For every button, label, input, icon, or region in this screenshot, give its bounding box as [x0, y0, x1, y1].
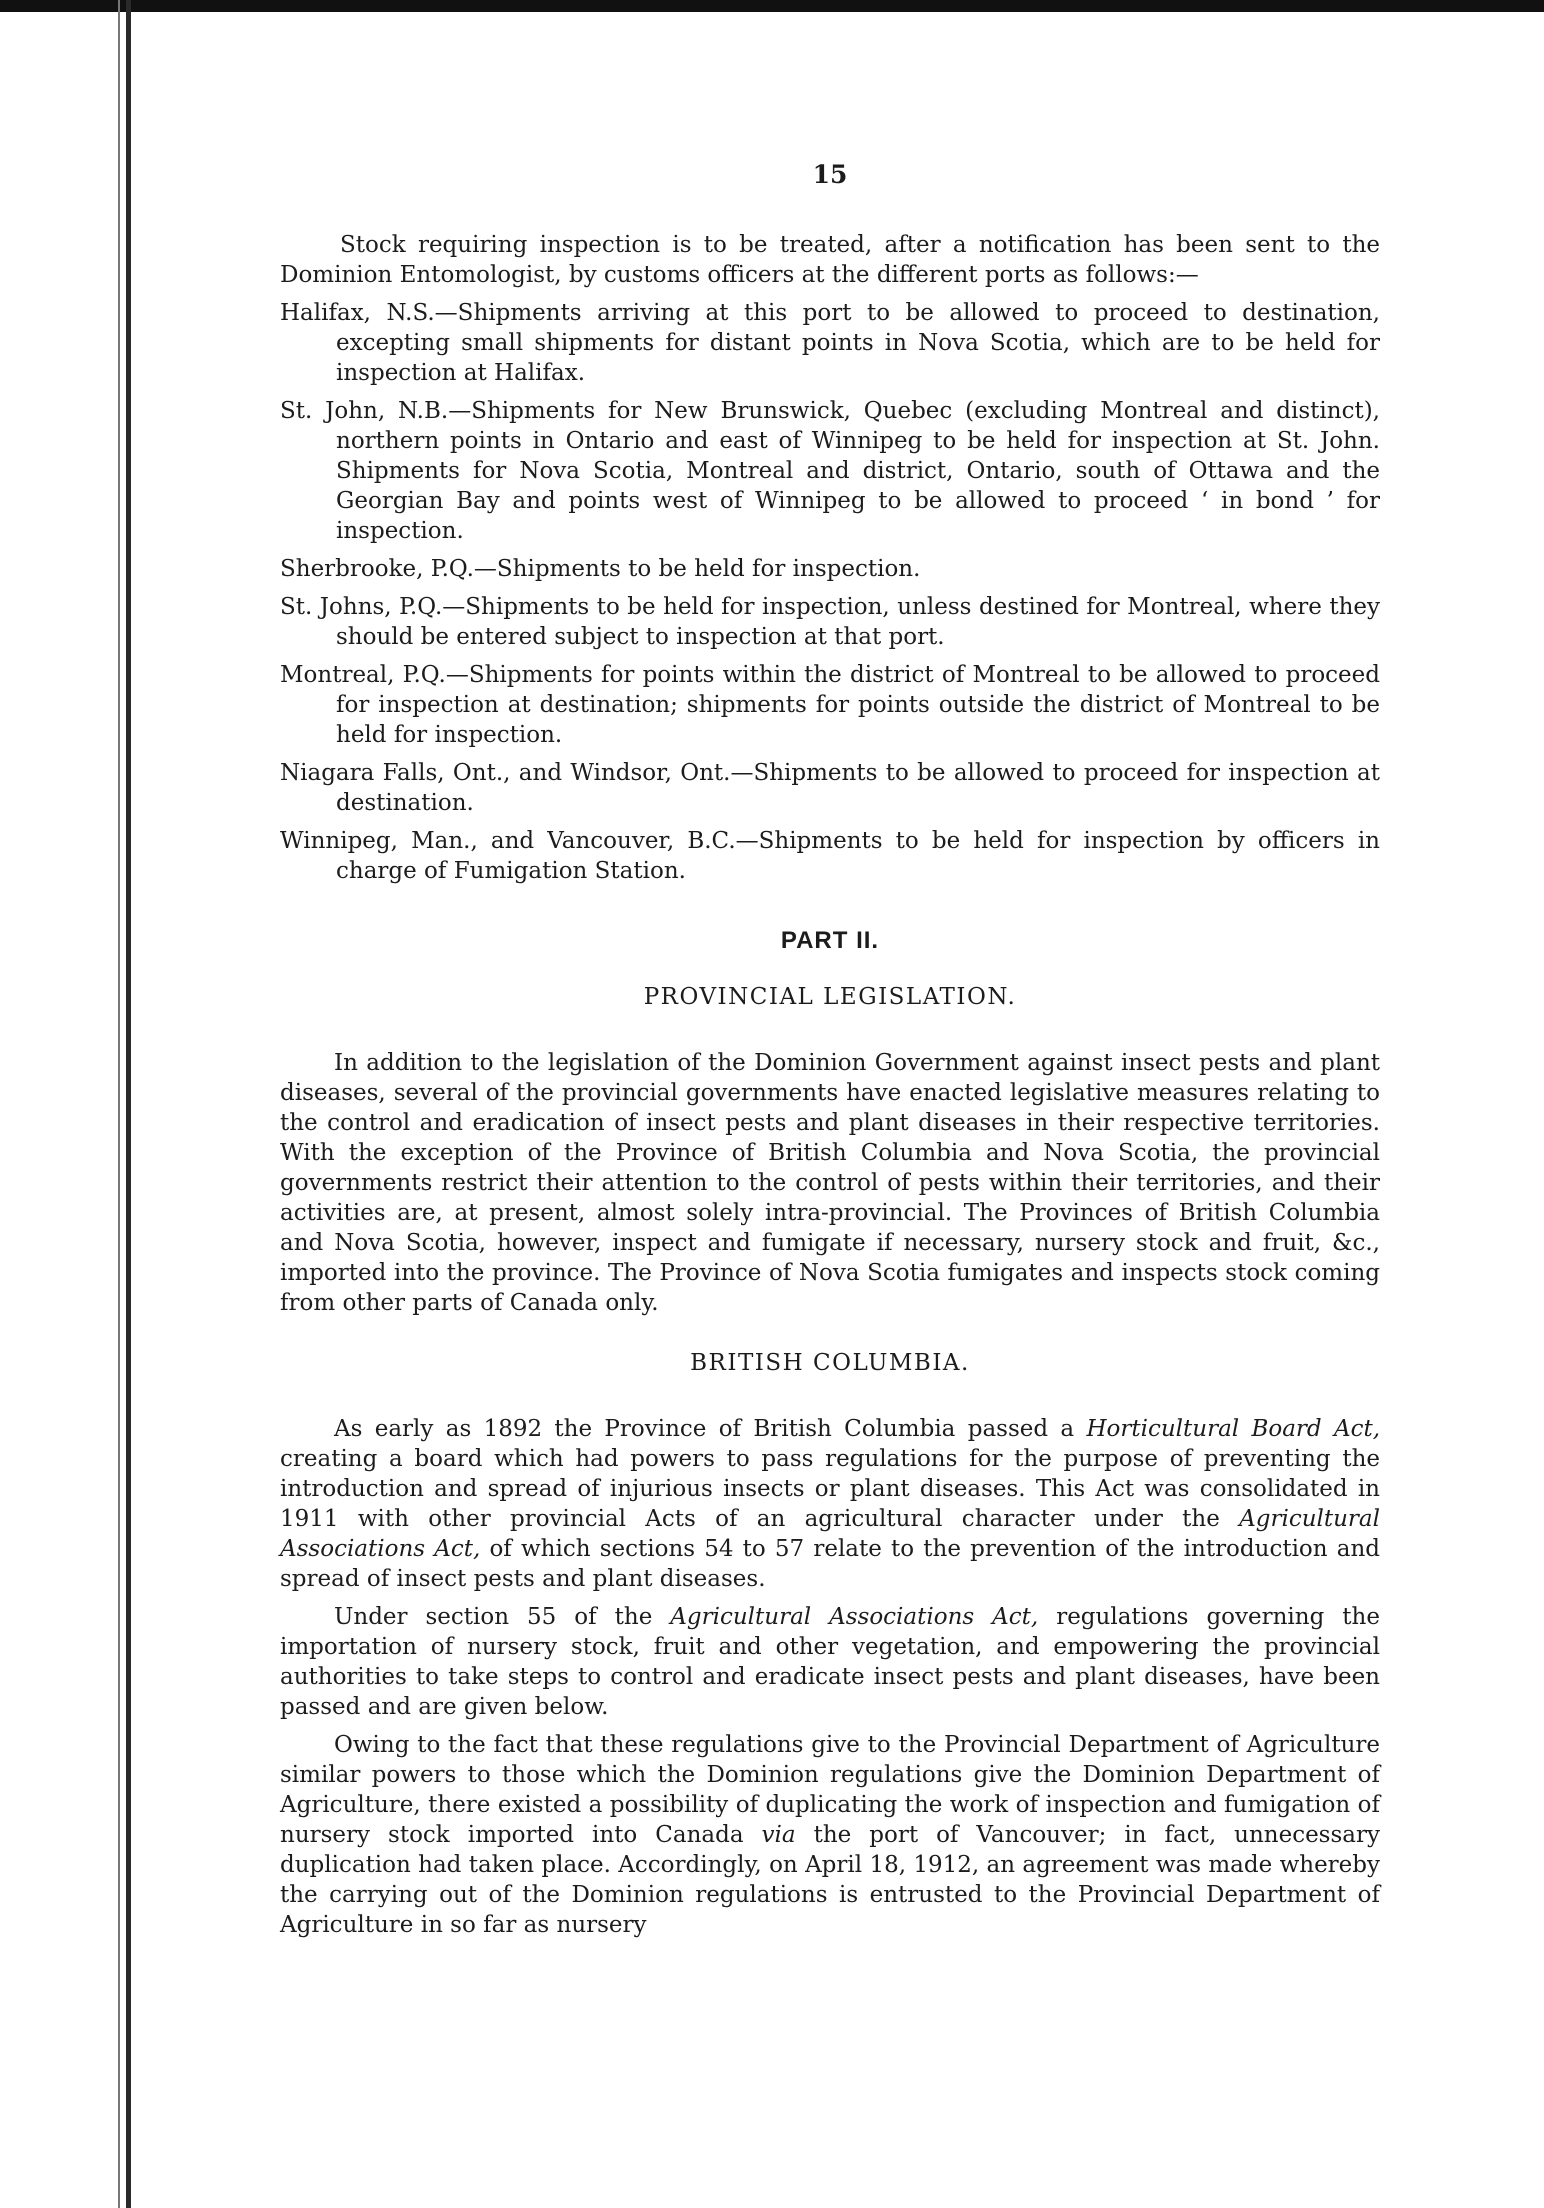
- port-entry-montreal: Montreal, P.Q.—Shipments for points within the district of Montreal to be allowed to proceed for inspection at destination; shipments for points outside the district of Montreal to be held for inspection.: [280, 662, 1380, 748]
- provincial-paragraph: In addition to the legislation of the Dominion Government against insect pests and plant diseases, several of the provincial governments have enacted legislative measures relating to the control and eradication of insect pests and plant diseases in their respective territories. With the exception of the Province of British Columbia and Nova Scotia, the provincial governments restrict their attention to the control of pests within their territories, and their activities are, at present, almost solely intra-provincial. The Provinces of British Columbia and Nova Scotia, however, inspect and fumigate if necessary, nursery stock and fruit, &c., imported into the province. The Province of Nova Scotia fumigates and inspects stock coming from other parts of Canada only.: [280, 1050, 1380, 1316]
- port-entry-winnipeg-vancouver: Winnipeg, Man., and Vancouver, B.C.—Shipments to be held for inspection by officers in charge of Fumigation Station.: [280, 828, 1380, 884]
- port-entry-sherbrooke: Sherbrooke, P.Q.—Shipments to be held for inspection.: [280, 556, 921, 582]
- intro-paragraph: Stock requiring inspection is to be treated, after a notification has been sent to the Dominion Entomologist, by customs officers at the different ports as follows:—: [280, 232, 1380, 288]
- part-heading: PART II.: [780, 927, 880, 954]
- document-page: [280, 160, 1380, 1948]
- bc-paragraph-3: Owing to the fact that these regulations give to the Provincial Department of Agriculture similar powers to those which the Dominion regulations give the Dominion Department of Agriculture, there existed a possibility of duplicating the work of inspection and fumigation of nursery stock imported into Canada via the port of Vancouver; in fact, unnecessary duplication had taken place. Accordingly, on April 18, 1912, an agreement was made whereby the carrying out of the Dominion regulations is entrusted to the Provincial Department of Agriculture in so far as nursery: [280, 1732, 1380, 1938]
- port-entry-halifax: Halifax, N.S.—Shipments arriving at this port to be allowed to proceed to destination, excepting small shipments for distant points in Nova Scotia, which are to be held for inspection at Halifax.: [280, 300, 1380, 386]
- port-entry-st-johns: St. Johns, P.Q.—Shipments to be held for inspection, unless destined for Montreal, where they should be entered subject to inspection at that port.: [280, 594, 1380, 650]
- port-entry-niagara-windsor: Niagara Falls, Ont., and Windsor, Ont.—Shipments to be allowed to proceed for inspection at destination.: [280, 760, 1380, 816]
- bc-heading: BRITISH COLUMBIA.: [690, 1350, 970, 1376]
- scan-top-edge: [0, 0, 1544, 12]
- binding-spine: [126, 0, 131, 2208]
- binding-shadow: [118, 0, 120, 2208]
- port-entry-st-john: St. John, N.B.—Shipments for New Brunswick, Quebec (excluding Montreal and distinct), northern points in Ontario and east of Winnipeg to be held for inspection at St. John. Shipments for Nova Scotia, Montreal and district, Ontario, south of Ottawa and the Georgian Bay and points west of Winnipeg to be allowed to proceed ‘ in bond ’ for inspection.: [280, 398, 1380, 544]
- page-number: 15: [812, 160, 848, 189]
- bc-paragraph-2: Under section 55 of the Agricultural Associations Act, regulations governing the importation of nursery stock, fruit and other vegetation, and empowering the provincial authorities to take steps to control and eradicate insect pests and plant diseases, have been passed and are given below.: [280, 1604, 1380, 1720]
- bc-paragraph-1: As early as 1892 the Province of British Columbia passed a Horticultural Board Act, creating a board which had powers to pass regulations for the purpose of preventing the introduction and spread of injurious insects or plant diseases. This Act was consolidated in 1911 with other provincial Acts of an agricultural character under the Agricultural Associations Act, of which sections 54 to 57 relate to the prevention of the introduction and spread of insect pests and plant diseases.: [280, 1416, 1381, 1592]
- section-heading: PROVINCIAL LEGISLATION.: [643, 984, 1017, 1010]
